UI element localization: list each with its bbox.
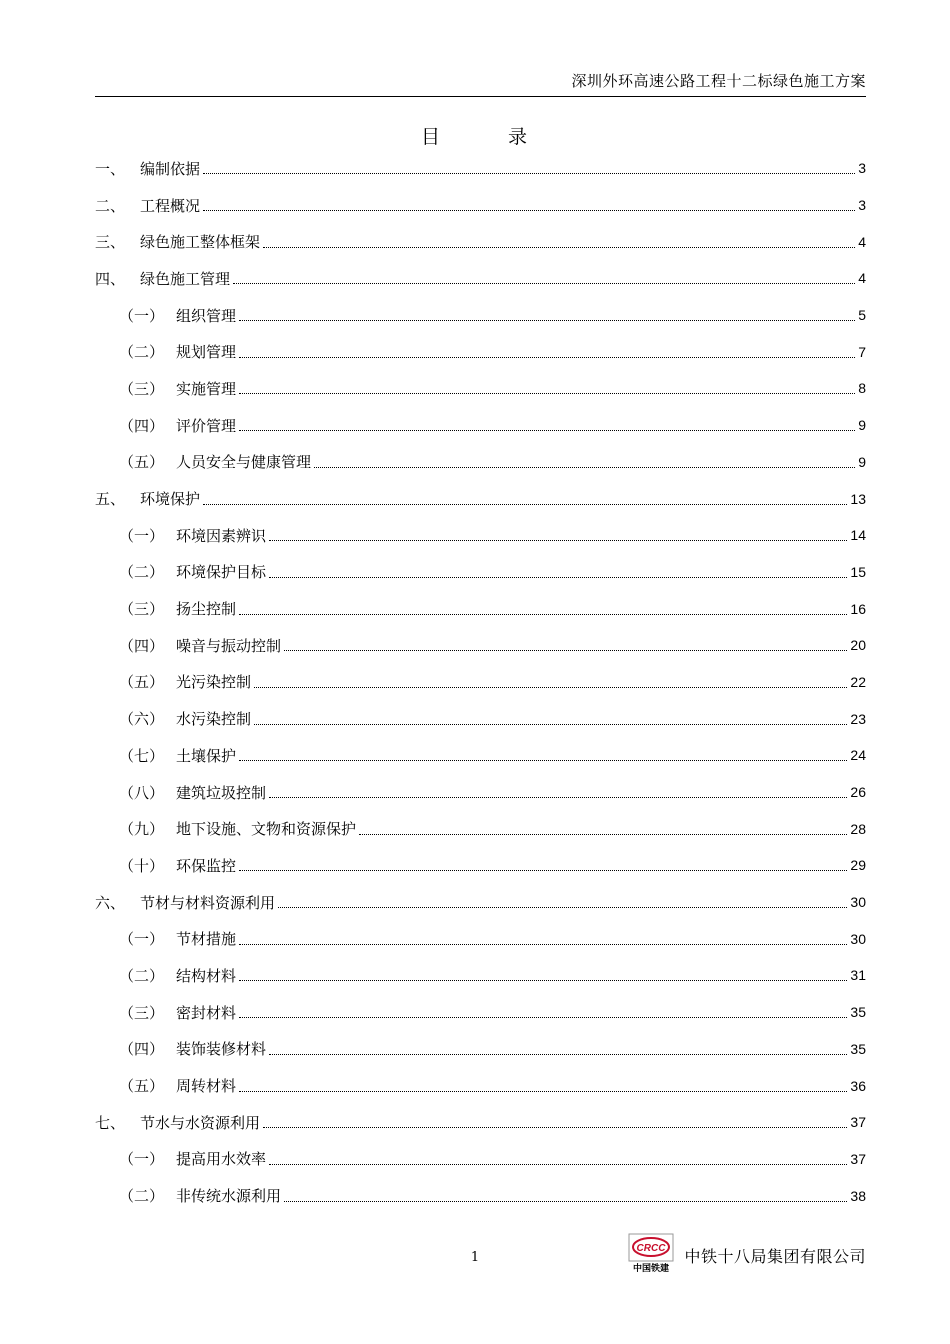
toc-entry[interactable] — [95, 664, 866, 701]
document-header-title: 深圳外环高速公路工程十二标绿色施工方案 — [571, 72, 866, 90]
toc-entry[interactable] — [95, 1104, 866, 1141]
toc-entry-number: 五、 — [95, 490, 126, 509]
toc-entry-page: 5 — [858, 307, 866, 324]
toc-entry-page: 9 — [858, 417, 866, 434]
logo-mark-text: CRCC — [636, 1243, 666, 1254]
toc-entry-label: 扬尘控制 — [176, 600, 237, 619]
toc-entry-number: （五） — [119, 453, 165, 472]
toc-entry[interactable] — [95, 1067, 866, 1104]
toc-entry-number: （二） — [119, 563, 165, 582]
toc-entry-label: 绿色施工管理 — [140, 269, 231, 288]
toc-entry-label: 结构材料 — [176, 966, 237, 985]
toc-entry-number: （九） — [119, 820, 165, 839]
toc-entry-label: 实施管理 — [176, 379, 237, 398]
toc-entry-number: 四、 — [95, 269, 126, 288]
toc-leader-dots — [278, 906, 847, 908]
toc-entry-number: 六、 — [95, 893, 126, 912]
toc-entry-page: 14 — [850, 527, 866, 544]
toc-entry-label: 密封材料 — [176, 1003, 237, 1022]
toc-entry[interactable] — [95, 920, 866, 957]
toc-leader-dots — [239, 1090, 847, 1092]
toc-entry-label: 环境保护目标 — [176, 563, 267, 582]
toc-title-right: 录 — [508, 126, 530, 148]
toc-entry-page: 24 — [850, 747, 866, 764]
toc-entry-number: （五） — [119, 1077, 165, 1096]
toc-entry-label: 周转材料 — [176, 1077, 237, 1096]
toc-entry[interactable] — [95, 627, 866, 664]
toc-leader-dots — [203, 209, 855, 211]
toc-entry[interactable] — [95, 260, 866, 297]
toc-entry-label: 人员安全与健康管理 — [176, 453, 312, 472]
toc-leader-dots — [239, 869, 847, 871]
toc-entry-page: 23 — [850, 710, 866, 727]
toc-entry-page: 38 — [850, 1187, 866, 1204]
toc-entry-label: 环保监控 — [176, 856, 237, 875]
toc-entry-number: （一） — [119, 930, 165, 949]
toc-entry-label: 规划管理 — [176, 343, 237, 362]
page-number: 1 — [470, 1250, 480, 1265]
toc-entry[interactable] — [95, 480, 866, 517]
toc-entry-page: 37 — [850, 1150, 866, 1167]
toc-leader-dots — [269, 796, 847, 798]
toc-entry[interactable] — [95, 554, 866, 591]
toc-entry-label: 节水与水资源利用 — [140, 1113, 261, 1132]
toc-entry[interactable] — [95, 297, 866, 334]
toc-entry-number: （三） — [119, 1003, 165, 1022]
toc-entry[interactable] — [95, 847, 866, 884]
toc-entry-number: （四） — [119, 636, 165, 655]
toc-entry-number: （三） — [119, 379, 165, 398]
toc-leader-dots — [284, 1200, 847, 1202]
toc-entry[interactable] — [95, 884, 866, 921]
toc-entry-number: 七、 — [95, 1113, 126, 1132]
toc-entry-label: 装饰装修材料 — [176, 1040, 267, 1059]
toc-entry-number: （四） — [119, 1040, 165, 1059]
toc-leader-dots — [239, 319, 855, 321]
toc-leader-dots — [254, 723, 847, 725]
toc-entry-number: （三） — [119, 600, 165, 619]
toc-leader-dots — [203, 172, 855, 174]
toc-entry-number: （四） — [119, 416, 165, 435]
toc-entry-page: 37 — [850, 1114, 866, 1131]
toc-entry-page: 30 — [850, 894, 866, 911]
toc-entry[interactable] — [95, 700, 866, 737]
toc-entry[interactable] — [95, 187, 866, 224]
toc-entry-number: （七） — [119, 746, 165, 765]
toc-entry-label: 编制依据 — [140, 159, 201, 178]
toc-leader-dots — [203, 503, 847, 505]
toc-entry-number: 二、 — [95, 196, 126, 215]
toc-entry[interactable] — [95, 370, 866, 407]
toc-entry-page: 35 — [850, 1040, 866, 1057]
toc-leader-dots — [269, 1053, 847, 1055]
toc-entry-page: 31 — [850, 967, 866, 984]
toc-entry-page: 13 — [850, 490, 866, 507]
toc-leader-dots — [263, 246, 855, 248]
toc-entry[interactable] — [95, 517, 866, 554]
toc-entry[interactable] — [95, 994, 866, 1031]
toc-entry-number: （十） — [119, 856, 165, 875]
toc-leader-dots — [233, 282, 855, 284]
toc-entry-label: 节材与材料资源利用 — [140, 893, 276, 912]
toc-entry[interactable] — [95, 590, 866, 627]
toc-entry[interactable] — [95, 1177, 866, 1214]
toc-entry-page: 35 — [850, 1004, 866, 1021]
toc-entry-page: 4 — [858, 270, 866, 287]
toc-entry-page: 16 — [850, 600, 866, 617]
toc-entry-number: 三、 — [95, 233, 126, 252]
toc-entry-label: 绿色施工整体框架 — [140, 233, 261, 252]
toc-entry-label: 建筑垃圾控制 — [176, 783, 267, 802]
toc-entry[interactable] — [95, 333, 866, 370]
toc-entry-label: 评价管理 — [176, 416, 237, 435]
toc-entry[interactable] — [95, 223, 866, 260]
toc-entry-label: 水污染控制 — [176, 710, 252, 729]
toc-title — [0, 122, 950, 149]
table-of-contents — [95, 150, 866, 1214]
toc-entry-label: 土壤保护 — [176, 746, 237, 765]
toc-leader-dots — [239, 392, 855, 394]
toc-entry-label: 光污染控制 — [176, 673, 252, 692]
toc-entry-page: 22 — [850, 673, 866, 690]
toc-entry-page: 28 — [850, 820, 866, 837]
toc-entry-page: 26 — [850, 784, 866, 801]
toc-entry-number: （二） — [119, 343, 165, 362]
toc-entry-label: 节材措施 — [176, 930, 237, 949]
toc-leader-dots — [239, 613, 847, 615]
toc-entry-number: （六） — [119, 710, 165, 729]
toc-entry-label: 地下设施、文物和资源保护 — [176, 820, 357, 839]
toc-leader-dots — [239, 429, 855, 431]
toc-leader-dots — [239, 979, 847, 981]
toc-entry-page: 36 — [850, 1077, 866, 1094]
logo-caption-text: 中国铁建 — [632, 1264, 670, 1273]
toc-entry-page: 3 — [858, 197, 866, 214]
toc-entry-number: （二） — [119, 966, 165, 985]
toc-leader-dots — [284, 649, 847, 651]
header-divider — [95, 96, 866, 97]
toc-entry-page: 30 — [850, 930, 866, 947]
toc-entry-number: （八） — [119, 783, 165, 802]
toc-entry-page: 29 — [850, 857, 866, 874]
toc-entry-page: 4 — [858, 233, 866, 250]
toc-entry[interactable] — [95, 1031, 866, 1068]
toc-entry-label: 噪音与振动控制 — [176, 636, 282, 655]
company-name: 中铁十八局集团有限公司 — [684, 1247, 866, 1266]
toc-entry-number: （一） — [119, 306, 165, 325]
toc-entry[interactable] — [95, 737, 866, 774]
toc-leader-dots — [239, 759, 847, 761]
toc-entry[interactable] — [95, 150, 866, 187]
toc-entry[interactable] — [95, 957, 866, 994]
toc-entry-page: 9 — [858, 453, 866, 470]
toc-entry[interactable] — [95, 444, 866, 481]
toc-leader-dots — [269, 1163, 847, 1165]
toc-leader-dots — [314, 466, 855, 468]
toc-entry-label: 非传统水源利用 — [176, 1187, 282, 1206]
toc-title-left: 目 — [420, 126, 442, 148]
toc-entry-page: 7 — [858, 343, 866, 360]
toc-entry-number: （五） — [119, 673, 165, 692]
toc-leader-dots — [359, 833, 847, 835]
toc-entry[interactable] — [95, 407, 866, 444]
toc-entry[interactable] — [95, 774, 866, 811]
toc-entry[interactable] — [95, 1141, 866, 1178]
toc-leader-dots — [263, 1126, 847, 1128]
toc-entry-number: 一、 — [95, 159, 126, 178]
toc-entry[interactable] — [95, 810, 866, 847]
toc-leader-dots — [239, 356, 855, 358]
toc-entry-label: 组织管理 — [176, 306, 237, 325]
toc-leader-dots — [239, 1016, 847, 1018]
toc-entry-label: 环境因素辨识 — [176, 526, 267, 545]
toc-entry-page: 3 — [858, 160, 866, 177]
crcc-logo-icon — [628, 1233, 674, 1273]
toc-leader-dots — [239, 943, 847, 945]
toc-entry-page: 8 — [858, 380, 866, 397]
toc-entry-number: （一） — [119, 526, 165, 545]
toc-entry-page: 15 — [850, 563, 866, 580]
toc-entry-number: （二） — [119, 1187, 165, 1206]
toc-entry-number: （一） — [119, 1150, 165, 1169]
toc-entry-label: 工程概况 — [140, 196, 201, 215]
toc-leader-dots — [269, 576, 847, 578]
toc-entry-page: 20 — [850, 637, 866, 654]
toc-entry-label: 环境保护 — [140, 490, 201, 509]
toc-leader-dots — [269, 539, 847, 541]
toc-leader-dots — [254, 686, 847, 688]
toc-entry-label: 提高用水效率 — [176, 1150, 267, 1169]
